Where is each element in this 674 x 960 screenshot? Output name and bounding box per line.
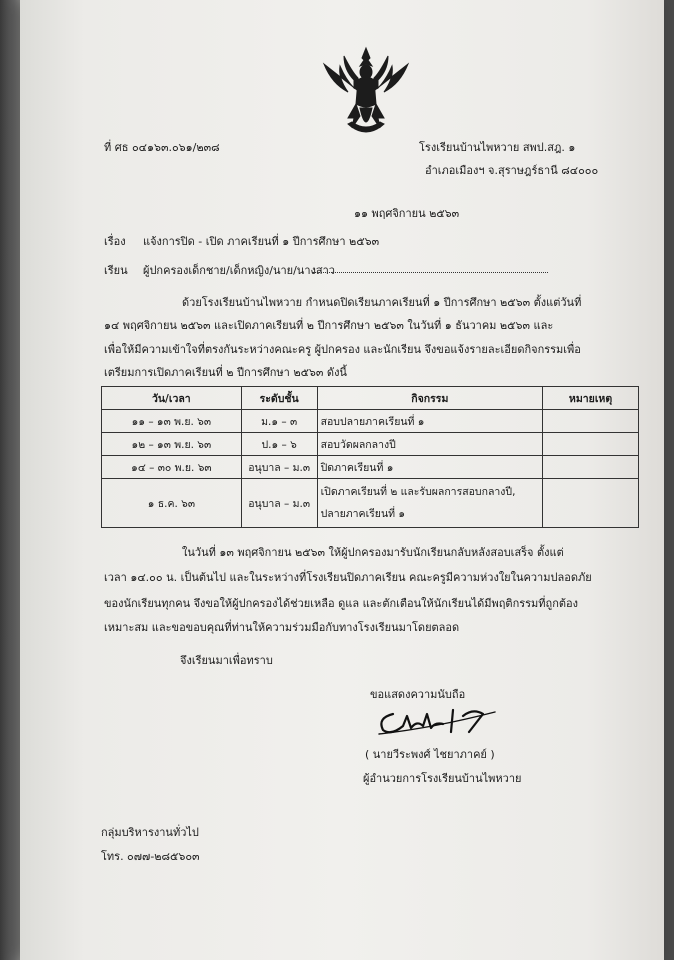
cell-level: ม.๑ – ๓: [241, 410, 317, 433]
table-row: [102, 456, 639, 479]
school-name: โรงเรียนบ้านไพหวาย สพป.สฎ. ๑: [419, 141, 576, 154]
signatory-position: ผู้อำนวยการโรงเรียนบ้านไพหวาย: [363, 772, 522, 785]
document-reference: ที่ ศธ ๐๔๑๖๓.๐๖๑/๒๓๘: [104, 141, 220, 154]
cell-activity: ปิดภาคเรียนที่ ๑: [317, 456, 543, 479]
body-line: เหมาะสม และขอขอบคุณที่ท่านให้ความร่วมมือกับทางโรงเรียนมาโดยตลอด: [104, 621, 460, 634]
phone: โทร. ๐๗๗-๒๘๕๖๐๓: [101, 850, 200, 863]
cell-activity: [317, 479, 543, 528]
table-row: [102, 410, 639, 433]
cell-note: [543, 456, 639, 479]
recipient-label: เรียน: [104, 264, 128, 277]
cell-level: อนุบาล – ม.๓: [241, 479, 317, 528]
cell-activity: สอบวัดผลกลางปี: [317, 433, 543, 456]
cell-date: ๑๒ – ๑๓ พ.ย. ๖๓: [102, 433, 242, 456]
body-line: ด้วยโรงเรียนบ้านไพหวาย กำหนดปิดเรียนภาคเรียนที่ ๑ ปีการศึกษา ๒๕๖๓ ตั้งแต่วันที่: [182, 296, 582, 309]
cell-date: ๑๔ – ๓๐ พ.ย. ๖๓: [102, 456, 242, 479]
page-shadow-edge: [0, 0, 20, 960]
cell-level: ป.๑ – ๖: [241, 433, 317, 456]
letter-date: ๑๑ พฤศจิกายน ๒๕๖๓: [354, 207, 460, 220]
column-header-activity: กิจกรรม: [317, 387, 543, 410]
recipient-fill-line: [312, 272, 548, 273]
cell-date: ๑ ธ.ค. ๖๓: [102, 479, 242, 528]
schedule-table: [101, 386, 639, 528]
body-line: ๑๔ พฤศจิกายน ๒๕๖๓ และเปิดภาคเรียนที่ ๒ ปีการศึกษา ๒๕๖๓ ในวันที่ ๑ ธันวาคม ๒๕๖๓ และ: [104, 319, 554, 332]
body-line: เพื่อให้มีความเข้าใจที่ตรงกันระหว่างคณะครู ผู้ปกครอง และนักเรียน จึงขอแจ้งรายละเอียดกิจกรรมเพื่อ: [104, 343, 581, 356]
cell-activity: สอบปลายภาคเรียนที่ ๑: [317, 410, 543, 433]
activity-line: เปิดภาคเรียนที่ ๒ และรับผลการสอบกลางปี,: [320, 486, 516, 498]
table-row: [102, 479, 639, 528]
garuda-emblem-icon: [318, 44, 414, 140]
body-line: ในวันที่ ๑๓ พฤศจิกายน ๒๕๖๓ ให้ผู้ปกครองมารับนักเรียนกลับหลังสอบเสร็จ ตั้งแต่: [182, 546, 564, 559]
body-line: เวลา ๑๔.๐๐ น. เป็นต้นไป และในระหว่างที่โรงเรียนปิดภาคเรียน คณะครูมีความห่วงใยในความปลอดภัย: [104, 571, 592, 584]
body-line: เตรียมการเปิดภาคเรียนที่ ๒ ปีการศึกษา ๒๕๖๓ ดังนี้: [104, 366, 347, 379]
cell-note: [543, 479, 639, 528]
closing-line: จึงเรียนมาเพื่อทราบ: [180, 654, 273, 667]
cell-note: [543, 410, 639, 433]
department: กลุ่มบริหารงานทั่วไป: [101, 826, 199, 839]
column-header-level: ระดับชั้น: [241, 387, 317, 410]
activity-line: ปลายภาคเรียนที่ ๑: [320, 508, 406, 520]
column-header-date: วัน/เวลา: [102, 387, 242, 410]
cell-note: [543, 433, 639, 456]
column-header-note: หมายเหตุ: [543, 387, 639, 410]
table-row: [102, 433, 639, 456]
recipient-text: ผู้ปกครองเด็กชาย/เด็กหญิง/นาย/นางสาว: [143, 264, 335, 277]
subject-text: แจ้งการปิด - เปิด ภาคเรียนที่ ๑ ปีการศึกษา ๒๕๖๓: [143, 235, 380, 248]
table-header-row: [102, 387, 639, 410]
subject-label: เรื่อง: [104, 235, 126, 248]
school-address: อำเภอเมืองฯ จ.สุราษฎร์ธานี ๘๔๐๐๐: [425, 164, 599, 177]
salutation: ขอแสดงความนับถือ: [370, 688, 466, 701]
body-line: ของนักเรียนทุกคน จึงขอให้ผู้ปกครองได้ช่วยเหลือ ดูแล และตักเตือนให้นักเรียนได้มีพฤติกรรมที่ถูกต้อง: [104, 597, 578, 610]
signatory-name: ( นายวีระพงศ์ ไชยาภาคย์ ): [365, 748, 495, 761]
handwritten-signature-icon: [373, 706, 503, 738]
cell-date: ๑๑ – ๑๓ พ.ย. ๖๓: [102, 410, 242, 433]
cell-level: อนุบาล – ม.๓: [241, 456, 317, 479]
